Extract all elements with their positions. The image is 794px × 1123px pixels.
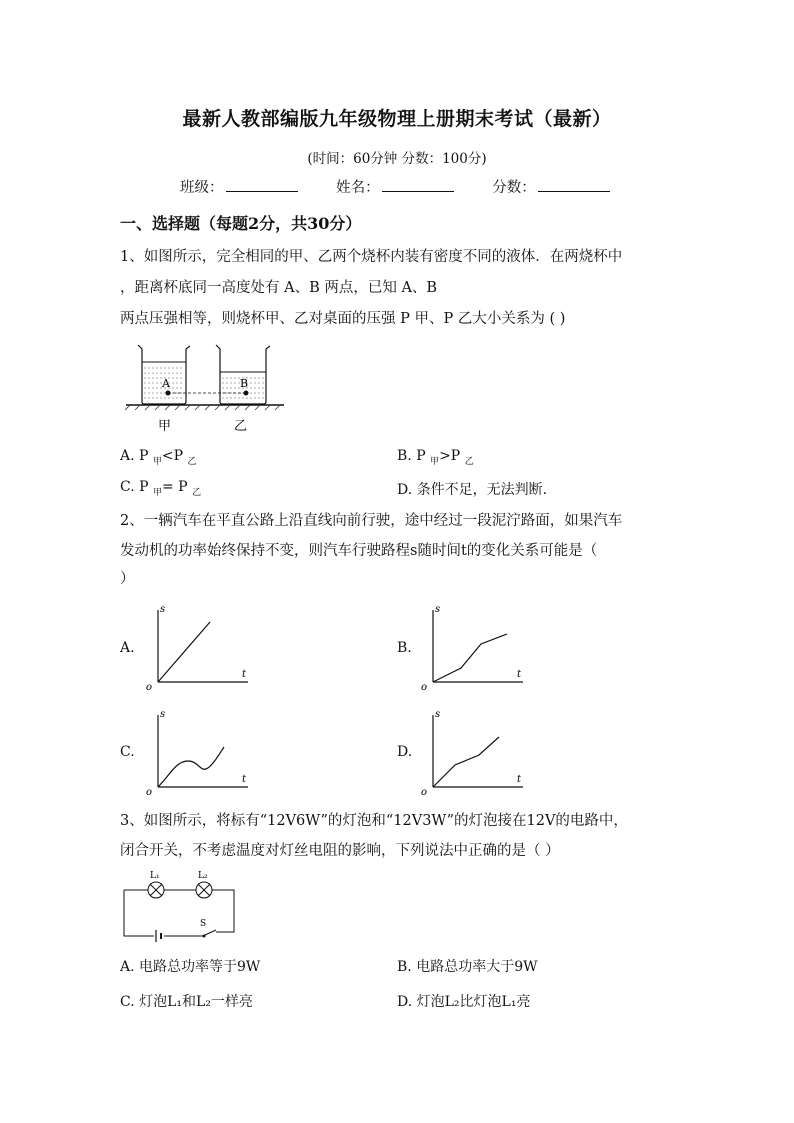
svg-text:o: o (146, 787, 153, 798)
score-label: 分数： (492, 180, 536, 196)
q2-option-d[interactable]: D. (397, 744, 413, 760)
svg-text:t: t (517, 669, 522, 680)
exam-title: 最新人教部编版九年级物理上册期末考试（最新） (182, 108, 612, 130)
q2-graph-b (415, 600, 530, 695)
q1-option-d[interactable]: D. 条件不足，无法判断. (397, 482, 548, 498)
name-blank[interactable] (382, 177, 454, 192)
svg-text:t: t (517, 774, 522, 785)
svg-text:L₁: L₁ (150, 871, 160, 881)
q3-option-d[interactable]: D. 灯泡L₂比灯泡L₁亮 (397, 994, 531, 1010)
q1-beakers-figure (120, 340, 290, 440)
q1-line1: 1、如图所示，完全相同的甲、乙两个烧杯内装有密度不同的液体．在两烧杯中 (120, 249, 623, 265)
q2-option-b[interactable]: B. (397, 640, 412, 656)
class-label: 班级： (180, 180, 224, 196)
point-b-label: B (240, 377, 249, 390)
svg-text:o: o (421, 787, 428, 798)
exam-subtitle: (时间：60分钟 分数：100分) (307, 151, 487, 167)
q2-line1: 2、一辆汽车在平直公路上沿直线向前行驶，途中经过一段泥泞路面，如果汽车 (120, 513, 623, 529)
q1-line2: ，距离杯底同一高度处有 A、B 两点，已知 A、B (120, 280, 438, 296)
svg-text:s: s (160, 709, 166, 720)
svg-text:o: o (421, 682, 428, 693)
q2-option-a[interactable]: A. (120, 640, 135, 656)
svg-text:S: S (200, 919, 207, 929)
q2-line2: 发动机的功率始终保持不变，则汽车行驶路程s随时间t的变化关系可能是（ (120, 543, 598, 559)
q2-graph-d (415, 705, 530, 800)
svg-text:s: s (160, 604, 166, 615)
q2-option-c[interactable]: C. (120, 744, 135, 760)
q2-graph-a (140, 600, 255, 695)
q3-option-a[interactable]: A. 电路总功率等于9W (120, 959, 261, 975)
q3-option-c[interactable]: C. 灯泡L₁和L₂一样亮 (120, 994, 253, 1010)
q3-line2: 闭合开关，不考虑温度对灯丝电阻的影响，下列说法中正确的是（ ） (120, 843, 560, 859)
q1-option-a[interactable]: A. P $_甲$<P $_乙$ (120, 448, 197, 467)
student-info-fields (180, 176, 610, 197)
svg-text:s: s (435, 604, 441, 615)
q1-option-c[interactable]: C. P $_甲$= P $_乙$ (120, 479, 202, 498)
svg-text:t: t (242, 774, 247, 785)
score-blank[interactable] (538, 177, 610, 192)
q3-line1: 3、如图所示，将标有“12V6W”的灯泡和“12V3W”的灯泡接在12V的电路中， (120, 813, 628, 829)
q1-line3: 两点压强相等，则烧杯甲、乙对桌面的压强 P 甲、P 乙大小关系为 ( ) (120, 311, 566, 327)
beaker-b-label: 乙 (234, 419, 248, 434)
q3-option-b[interactable]: B. 电路总功率大于9W (397, 959, 538, 975)
svg-text:s: s (435, 709, 441, 720)
svg-text:L₂: L₂ (198, 871, 208, 881)
beaker-a-label: 甲 (158, 419, 172, 434)
class-blank[interactable] (226, 177, 298, 192)
q2-line3: ） (120, 571, 135, 587)
q1-option-b[interactable]: B. P $_甲$>P $_乙$ (397, 448, 474, 467)
section-title: 一、选择题（每题2分，共30分） (120, 214, 362, 233)
point-a-label: A (162, 377, 170, 390)
q2-graph-c (140, 705, 255, 800)
svg-text:t: t (242, 669, 247, 680)
svg-text:o: o (146, 682, 153, 693)
name-label: 姓名： (336, 180, 380, 196)
q3-circuit-figure (120, 868, 240, 943)
